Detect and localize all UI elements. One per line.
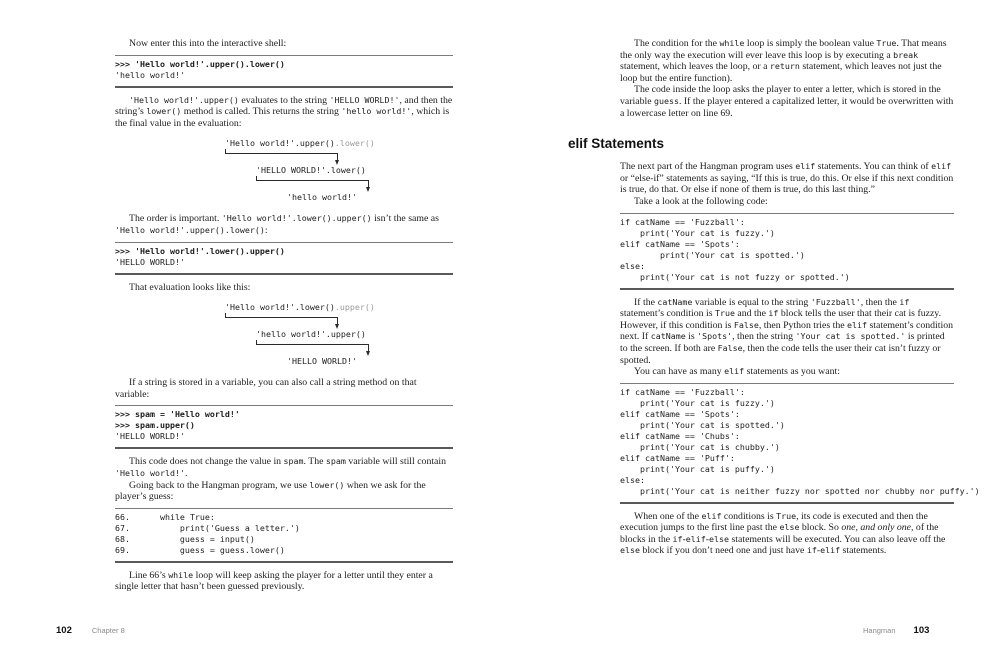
bracket-line — [256, 340, 369, 345]
diagram-line — [256, 329, 453, 340]
text-run: variable is equal to the string — [692, 296, 811, 308]
inline-code: if catName == 'Fuzzball': — [620, 216, 745, 227]
evaluation-diagram-1 — [115, 138, 453, 203]
text-run: when we ask for the player’s guess: — [115, 479, 426, 503]
code-line — [115, 70, 453, 81]
text-run: is — [685, 331, 698, 343]
right-page-footer — [863, 625, 929, 637]
text-run: When one of the — [634, 510, 702, 522]
inline-code: while — [719, 38, 745, 48]
down-arrow-icon — [334, 154, 340, 165]
code-block-hangman-lines-66-69 — [115, 508, 453, 563]
inline-code: elif — [685, 533, 706, 544]
inline-code: 'Hello world!'.lower() — [225, 302, 335, 313]
text-run: block. So — [799, 522, 842, 534]
inline-code: spam — [325, 456, 346, 467]
inline-code: return — [769, 61, 800, 72]
inline-code: 'Your cat is spotted.' — [795, 331, 906, 342]
inline-code: elif catName == 'Spots': — [620, 238, 740, 249]
text-run: statement’s condition next. If — [620, 319, 954, 343]
text-run: block if you don’t need one and just have — [639, 545, 807, 557]
code-line — [620, 464, 954, 475]
inline-code: 'Hello world!'.lower().upper() — [221, 213, 372, 224]
inline-code: 'HELLO WORLD!' — [115, 256, 185, 267]
text-run: loop will keep asking the player for a letter until they enter a single letter that hasn’t been guessed previously. — [115, 569, 433, 593]
left-page-footer — [56, 625, 125, 637]
text-run: . That means the only way the execution will ever leave this loop is by executing a — [620, 38, 947, 61]
inline-code: if — [806, 545, 817, 556]
inline-code: if — [768, 308, 779, 319]
inline-code: >>> 'Hello world!'.upper().lower() — [115, 58, 285, 69]
text-run: statements will be executed. You can also leave off the — [729, 533, 946, 545]
inline-code: print('Your cat is fuzzy.') — [620, 397, 775, 408]
inline-code: if — [899, 296, 910, 307]
diagram-line — [256, 165, 453, 176]
text-run: You can have as many — [634, 366, 725, 378]
inline-code: print('Your cat is fuzzy.') — [620, 227, 775, 238]
paragraph — [115, 377, 453, 400]
down-arrow-icon — [334, 318, 340, 329]
inline-code: else: — [620, 260, 645, 271]
italic-run: one, and only one, — [841, 522, 914, 534]
inline-code: 'hello world!' — [115, 69, 185, 80]
text-run: conditions is — [721, 510, 777, 522]
text-run: statement’s condition is — [620, 308, 715, 320]
paragraph — [620, 196, 954, 208]
inline-code: 'Hello world!'.upper() — [225, 138, 335, 149]
inline-code: else — [709, 533, 730, 544]
code-line — [115, 534, 453, 545]
text-run: evaluates to the string — [238, 94, 330, 106]
code-line — [620, 250, 954, 261]
right-page — [500, 0, 1000, 661]
code-line — [620, 431, 954, 442]
text-run: , then the code tells the user their cat isn’t fuzzy or spotted. — [620, 342, 941, 366]
inline-code: print('Your cat is chubby.') — [620, 441, 780, 452]
paragraph — [620, 161, 954, 196]
down-arrow-icon — [365, 181, 371, 192]
code-line — [620, 420, 954, 431]
paragraph — [620, 38, 954, 84]
text-run: , then the — [860, 296, 900, 308]
code-line — [620, 475, 954, 486]
inline-code: print('Your cat is not fuzzy or spotted.') — [620, 271, 850, 282]
code-line — [115, 545, 453, 556]
inline-code: 67. print('Guess a letter.') — [115, 522, 300, 533]
inline-code: else: — [620, 474, 645, 485]
text-run: The condition for the — [634, 38, 720, 49]
paragraph — [115, 480, 453, 503]
inline-code: elif — [724, 366, 745, 377]
code-line — [620, 272, 954, 283]
inline-code: .upper() — [334, 302, 375, 313]
code-block-shell-lower-upper — [115, 242, 453, 275]
inline-code: False — [717, 342, 743, 353]
inline-code: catName — [650, 331, 686, 342]
text-run: . If the player entered a capitalized letter, it would be overwritten with a lowercase letter on line 69. — [620, 95, 954, 119]
inline-code: 'HELLO WORLD!' — [329, 94, 400, 105]
paragraph — [620, 366, 954, 378]
inline-code: 69. guess = guess.lower() — [115, 544, 285, 555]
text-run: , its code is executed and then the execution jumps to the first line past the — [620, 510, 928, 534]
paragraph — [620, 511, 954, 557]
bracket-line — [225, 313, 338, 318]
inline-code: catName — [657, 296, 693, 307]
down-arrow-icon — [365, 345, 371, 356]
text-run: Going back to the Hangman program, we use — [129, 479, 310, 491]
code-line — [115, 409, 453, 420]
inline-code: elif — [847, 319, 868, 330]
inline-code: 'hello world!' — [287, 192, 357, 203]
text-run: : — [264, 224, 268, 236]
inline-code: 'Hello world!'.upper() — [129, 94, 239, 105]
inline-code: elif — [795, 161, 816, 172]
text-run: The order is important. — [129, 213, 222, 225]
text-run: or “else-if” statements as saying, “If this is true, do this. Or else if this next condition is true, do that. Or else if none of them is true, do this last thing.” — [620, 172, 954, 196]
paragraph — [115, 570, 453, 593]
inline-code: print('Your cat is puffy.') — [620, 463, 775, 474]
inline-code: elif — [701, 510, 722, 521]
inline-code: True — [714, 308, 735, 319]
inline-code: elif — [931, 161, 952, 172]
code-line — [620, 387, 954, 398]
inline-code: else — [620, 545, 640, 556]
paragraph — [620, 84, 954, 119]
text-run: method is called. This returns the string — [181, 106, 342, 118]
inline-code: 'Hello world!'.upper().lower() — [115, 224, 265, 235]
code-line — [115, 420, 453, 431]
code-line — [620, 442, 954, 453]
text-run: That evaluation looks like this: — [129, 281, 251, 293]
code-line — [620, 228, 954, 239]
inline-code: 'Hello world!' — [115, 467, 185, 478]
text-run: - — [705, 533, 710, 545]
paragraph — [620, 297, 954, 367]
text-run: . — [184, 467, 188, 479]
inline-code: 'HELLO WORLD!' — [115, 431, 185, 442]
inline-code: 'Fuzzball' — [810, 296, 861, 307]
text-run: - — [682, 533, 686, 545]
left-text-column — [115, 38, 453, 593]
code-line — [115, 246, 453, 257]
code-line — [620, 239, 954, 250]
code-line — [620, 409, 954, 420]
inline-code: lower() — [309, 479, 345, 490]
inline-code: 68. guess = input() — [115, 533, 255, 544]
code-line — [620, 485, 980, 497]
text-run: variable will still contain — [345, 456, 447, 468]
code-line — [115, 59, 453, 70]
inline-code: .lower() — [334, 138, 375, 149]
text-run: The code inside the loop asks the player to enter a letter, which is stored in the variable — [620, 84, 941, 107]
inline-code: else — [779, 522, 800, 533]
inline-code: elif catName == 'Chubs': — [620, 430, 740, 441]
inline-code: spam — [283, 456, 304, 467]
inline-code: 'hello world!'.upper() — [256, 329, 366, 340]
section-heading: elif Statements — [568, 136, 665, 152]
inline-code: lower() — [146, 106, 182, 117]
text-run: Take a look at the following code: — [634, 195, 768, 207]
inline-code: 'hello world!' — [341, 106, 412, 117]
paragraph — [115, 282, 453, 294]
code-line — [620, 453, 954, 464]
code-block-many-elifs — [620, 383, 980, 504]
text-run: The next part of the Hangman program uses — [620, 161, 796, 173]
code-line — [620, 217, 954, 228]
text-run: If a string is stored in a variable, you can also call a string method on that variable: — [115, 377, 417, 400]
inline-code: False — [733, 319, 759, 330]
code-line — [620, 261, 954, 272]
inline-code: >>> spam.upper() — [115, 420, 195, 431]
paragraph — [115, 213, 453, 236]
text-run: loop is simply the boolean value — [744, 38, 877, 49]
text-run: , then the string — [732, 331, 796, 343]
code-line — [115, 431, 453, 442]
inline-code: print('Your cat is spotted.') — [620, 419, 785, 430]
inline-code: elif catName == 'Puff': — [620, 452, 735, 463]
inline-code: elif — [820, 545, 841, 556]
code-block-shell-spam — [115, 405, 453, 449]
text-run: This code does not change the value in — [129, 456, 284, 468]
code-line — [115, 523, 453, 534]
inline-code: 'Spots' — [697, 331, 733, 342]
code-block-if-elif-else — [620, 213, 954, 290]
paragraph — [115, 95, 453, 130]
inline-code: while — [168, 569, 194, 580]
text-run: statement, which leaves not just the loop but the entire function). — [620, 61, 942, 84]
diagram-line — [287, 192, 453, 203]
code-block-shell-upper-lower — [115, 55, 453, 88]
text-run: statement, which leaves the loop, or a — [620, 61, 770, 73]
inline-code: 'HELLO WORLD!'.lower() — [256, 165, 366, 176]
text-run: statements as you want: — [744, 366, 840, 378]
diagram-line — [225, 138, 453, 149]
inline-code: >>> spam = 'Hello world!' — [115, 409, 240, 420]
text-run: statements. You can think of — [815, 161, 932, 173]
text-run: isn’t the same as — [371, 213, 439, 225]
diagram-line — [225, 302, 453, 313]
chapter-label: Hangman — [863, 626, 896, 636]
text-run: , and then the string’s — [115, 94, 453, 118]
right-text-column — [568, 38, 980, 557]
inline-code: print('Your cat is neither fuzzy nor spotted nor chubby nor puffy.') — [620, 485, 980, 496]
inline-code: True — [776, 510, 797, 521]
inline-code: True — [876, 38, 897, 48]
text-run: Line 66’s — [129, 569, 169, 581]
inline-code: guess — [654, 95, 679, 106]
text-run: is printed to the screen. If both are — [620, 331, 945, 354]
bracket-line — [225, 149, 338, 154]
text-run: Now enter this into the interactive shell: — [129, 38, 287, 49]
page-number: 103 — [913, 625, 930, 637]
inline-code: 66. while True: — [115, 511, 215, 522]
text-run: . The — [303, 456, 326, 468]
inline-code: print('Your cat is spotted.') — [620, 249, 805, 260]
paragraph — [115, 38, 453, 50]
code-line — [115, 257, 453, 268]
inline-code: if — [672, 533, 683, 544]
chapter-label: Chapter 8 — [91, 626, 125, 636]
inline-code: break — [893, 49, 919, 60]
paragraph — [115, 456, 453, 479]
inline-code: 'HELLO WORLD!' — [287, 356, 357, 367]
text-run: of the blocks in the — [620, 522, 939, 545]
text-run: and the — [734, 308, 769, 320]
text-run: statements. — [840, 545, 887, 557]
diagram-line — [287, 356, 453, 367]
evaluation-diagram-2 — [115, 302, 453, 367]
code-line — [620, 398, 954, 409]
inline-code: if catName == 'Fuzzball': — [620, 386, 745, 397]
text-run: , which is the final value in the evaluation: — [115, 106, 450, 129]
code-line — [115, 512, 453, 523]
bracket-line — [256, 176, 369, 181]
page-number: 102 — [56, 625, 72, 637]
text-run: If the — [634, 296, 658, 308]
text-run: , then Python tries the — [758, 319, 848, 331]
text-run: block tells the user that their cat is fuzzy. However, if this condition is — [620, 308, 942, 331]
inline-code: >>> 'Hello world!'.lower().upper() — [115, 245, 285, 256]
inline-code: elif catName == 'Spots': — [620, 408, 740, 419]
text-run: - — [816, 545, 821, 557]
